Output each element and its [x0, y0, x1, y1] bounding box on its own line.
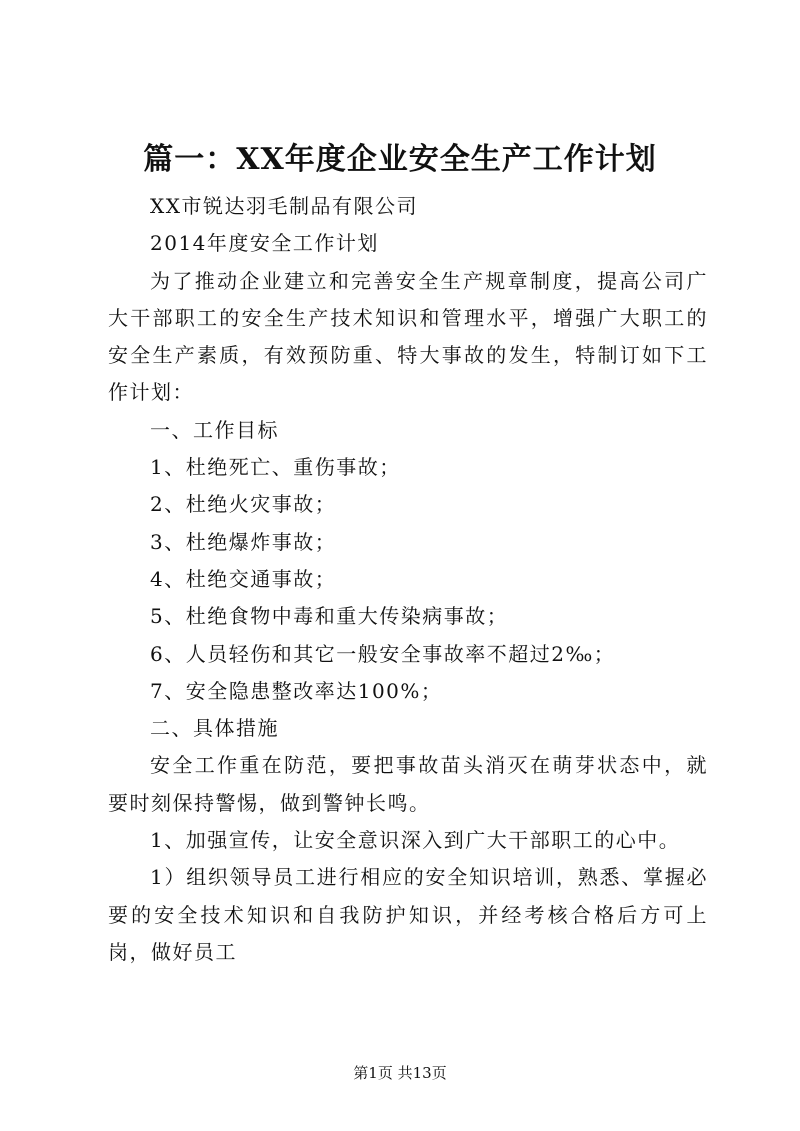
goal-item: 3、杜绝爆炸事故； — [150, 529, 337, 554]
goal-item: 4、杜绝交通事故； — [150, 566, 337, 591]
company-name: XX市锐达羽毛制品有限公司 — [150, 194, 418, 218]
document-title: 篇一：XX年度企业安全生产工作计划 — [143, 142, 657, 177]
goal-item: 2、杜绝火灾事故； — [150, 492, 337, 517]
measure-item: 1、加强宣传，让安全意识深入到广大干部职工的心中。 — [150, 828, 681, 853]
goal-item: 1、杜绝死亡、重伤事故； — [150, 455, 401, 480]
goal-item: 7、安全隐患整改率达100%； — [150, 678, 443, 703]
section-heading-measures: 二、具体措施 — [150, 716, 279, 741]
intro-paragraph: 为了推动企业建立和完善安全生产规章制度，提高公司广大干部职工的安全生产技术知识和管理水平，增强广大职工的安全生产素质，有效预防重、特大事故的发生，特制订如下工作计划： — [108, 268, 708, 405]
plan-subtitle: 2014年度安全工作计划 — [150, 231, 379, 256]
goal-item: 6、人员轻伤和其它一般安全事故率不超过2‰； — [150, 641, 616, 666]
document-body — [108, 188, 708, 971]
page-footer: 第1页 共13页 — [353, 1064, 447, 1082]
section-heading-goals: 一、工作目标 — [150, 417, 279, 442]
measures-paragraph: 安全工作重在防范，要把事故苗头消灭在萌芽状态中，就要时刻保持警惕，做到警钟长鸣。 — [108, 753, 708, 815]
measure-subitem: 1）组织领导员工进行相应的安全知识培训，熟悉、掌握必要的安全技术知识和自我防护知识，并经考核合格后方可上岗，做好员工 — [108, 865, 708, 964]
goal-item: 5、杜绝食物中毒和重大传染病事故； — [150, 604, 509, 629]
